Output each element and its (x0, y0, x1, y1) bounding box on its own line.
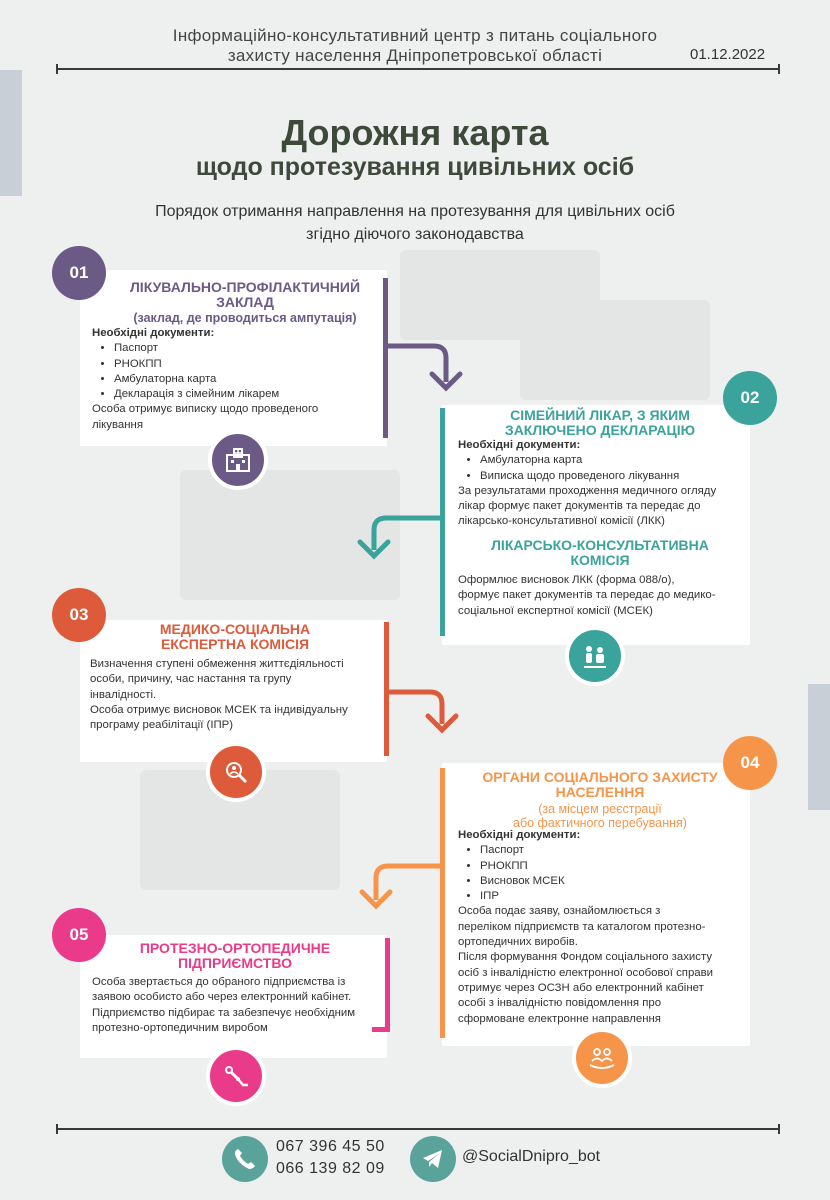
step2-lkk-text-line3: соціальної експертної комісії (МСЕК) (458, 604, 653, 617)
step4-text-line8: сформоване електронне направлення (458, 1012, 661, 1025)
step5-text-line1: Особа звертається до обраного підприємства із (92, 976, 346, 988)
step5-text-line3: Підприємство підбирає та забезпечує необхідним (92, 1006, 356, 1019)
step4-title-line1: ОРГАНИ СОЦІАЛЬНОГО ЗАХИСТУ (482, 769, 718, 785)
step1-arrow-icon (384, 340, 484, 396)
step2-text-line1: За результатами проходження медичного огляду (458, 484, 717, 497)
step1-docs-label: Необхідні документи: (92, 327, 215, 339)
step3-text-line1: Визначення ступені обмеження життєдіяльності (90, 658, 344, 670)
step4-text-line7: особі з інвалідністю повідомлення про (458, 997, 662, 1010)
step4-text-line3: ортопедичних виробів. (458, 936, 578, 949)
step5-title (100, 941, 370, 971)
step4-docs-list (458, 843, 750, 904)
org-name-line2: захисту населення Дніпропетровської області (227, 46, 603, 65)
step1-text-line1: Особа отримує виписку щодо проведеного (92, 403, 319, 416)
intro-text (0, 200, 830, 246)
phone-number-2[interactable]: 066 139 82 09 (276, 1160, 385, 1177)
step4-text-line5: осіб з інвалідністю електронної особової справи (458, 966, 714, 979)
page-subtitle: щодо протезування цивільних осіб (195, 153, 635, 181)
step2-docs-label: Необхідні документи: (458, 439, 581, 451)
step4-docs-label: Необхідні документи: (458, 829, 581, 841)
step3-text-line3: інвалідності. (90, 688, 157, 701)
step2-lkk-title-line2: КОМІСІЯ (570, 552, 630, 568)
social-care-icon (572, 1028, 632, 1088)
step3-body (90, 657, 382, 733)
step4-arrow-icon (354, 858, 444, 916)
list-item: • РНОКПП (114, 357, 382, 372)
step1-docs-list (92, 341, 382, 402)
step3-title-line2: ЕКСПЕРТНА КОМІСІЯ (160, 636, 310, 652)
step1-title (110, 280, 380, 325)
phone-icon (222, 1136, 268, 1182)
step1-text-line2: лікування (92, 418, 143, 431)
step2-body (458, 438, 750, 530)
intro-line1: Порядок отримання направлення на протезування для цивільних осіб (155, 203, 675, 220)
step2-title-line2: ЗАКЛЮЧЕНО ДЕКЛАРАЦІЮ (504, 422, 696, 438)
step2-docs-list (458, 453, 750, 484)
list-item: • Паспорт (480, 843, 750, 858)
header-divider (56, 68, 780, 70)
step5-body (92, 975, 384, 1036)
step2-arrow-icon (352, 510, 444, 566)
step2-lkk-text-line1: Оформлює висновок ЛКК (форма 088/о), (458, 574, 675, 586)
step5-bar-end (372, 1027, 390, 1032)
step4-text-line4: Після формування Фондом соціального захисту (458, 951, 713, 964)
list-item: • Амбулаторна карта (114, 372, 382, 387)
list-item: • РНОКПП (480, 859, 750, 874)
phone-number-1[interactable]: 067 396 45 50 (276, 1138, 385, 1155)
step5-text-line2: заявою особисто або через електронний кабінет. (92, 991, 352, 1004)
footer-divider (56, 1128, 780, 1130)
page-title: Дорожня карта (281, 112, 549, 153)
step1-number-badge: 01 (52, 246, 106, 300)
list-item: • Декларація з сімейним лікарем (114, 387, 382, 402)
step3-title-line1: МЕДИКО-СОЦІАЛЬНА (159, 621, 311, 637)
step4-title-line2: НАСЕЛЕННЯ (555, 784, 645, 800)
step1-subtitle: (заклад, де проводиться ампутація) (133, 311, 357, 325)
org-name-line1: Інформаційно-консультативний центр з питань соціального (172, 26, 658, 45)
list-item: • Виписка щодо проведеного лікування (480, 469, 750, 484)
telegram-icon (410, 1136, 456, 1182)
step2-lkk-text-line2: формує пакет документів та передає до медико- (458, 589, 716, 602)
phones (276, 1136, 385, 1180)
step2-title (455, 408, 745, 438)
medical-expert-icon (206, 742, 266, 802)
right-side-tab (808, 684, 830, 810)
map-blob (520, 300, 710, 400)
step4-number-badge: 04 (723, 736, 777, 790)
step2-lkk-body (458, 573, 750, 619)
list-item: • ІПР (480, 889, 750, 904)
step2-lkk-title (455, 538, 745, 568)
family-doctor-icon (565, 626, 625, 686)
step1-title-line1: ЛІКУВАЛЬНО-ПРОФІЛАКТИЧНИЙ (129, 279, 360, 295)
intro-line2: згідно діючого законодавства (306, 226, 524, 243)
step3-text-line2: особи, причину, час настання та групу (90, 673, 292, 686)
step2-text-line2: лікар формує пакет документів та передає до (458, 500, 701, 513)
list-item: • Амбулаторна карта (480, 453, 750, 468)
step4-title (455, 770, 745, 830)
step5-number-badge: 05 (52, 908, 106, 962)
step5-text-line4: протезно-ортопедичним виробом (92, 1021, 268, 1034)
step4-text-line2: переліком підприємств та каталогом протезно- (458, 920, 706, 933)
step5-title-line2: ПІДПРИЄМСТВО (178, 955, 292, 971)
step2-title-line1: СІМЕЙНИЙ ЛІКАР, З ЯКИМ (510, 407, 690, 423)
date: 01.12.2022 (690, 46, 766, 63)
telegram-handle[interactable]: @SocialDnipro_bot (462, 1148, 601, 1165)
step2-lkk-title-line1: ЛІКАРСЬКО-КОНСУЛЬТАТИВНА (491, 537, 709, 553)
step5-bar (385, 938, 390, 1030)
step4-text-line6: отримує через ОСЗН або електронний кабінет (458, 981, 704, 994)
step3-title (100, 622, 370, 652)
step4-sub-line2: або фактичного перебування) (513, 816, 687, 830)
step3-text-line5: програму реабілітації (ІПР) (90, 719, 234, 732)
hospital-icon (208, 430, 268, 490)
list-item: • Паспорт (114, 341, 382, 356)
step1-title-line2: ЗАКЛАД (216, 294, 274, 310)
step4-body (458, 828, 750, 1027)
step5-title-line1: ПРОТЕЗНО-ОРТОПЕДИЧНЕ (139, 940, 331, 956)
step3-text-line4: Особа отримує висновок МСЕК та індивідуальну (90, 703, 348, 716)
step1-body (92, 326, 382, 433)
step4-text-line1: Особа подає заяву, ознайомлюється з (458, 905, 661, 918)
list-item: • Висновок МСЕК (480, 874, 750, 889)
prosthesis-icon (206, 1046, 266, 1106)
step2-number-badge: 02 (723, 371, 777, 425)
step4-sub-line1: (за місцем реєстрації (538, 802, 662, 816)
step2-text-line3: лікарсько-консультативної комісії (ЛКК) (458, 515, 665, 528)
step3-arrow-icon (386, 684, 476, 740)
step3-number-badge: 03 (52, 588, 106, 642)
